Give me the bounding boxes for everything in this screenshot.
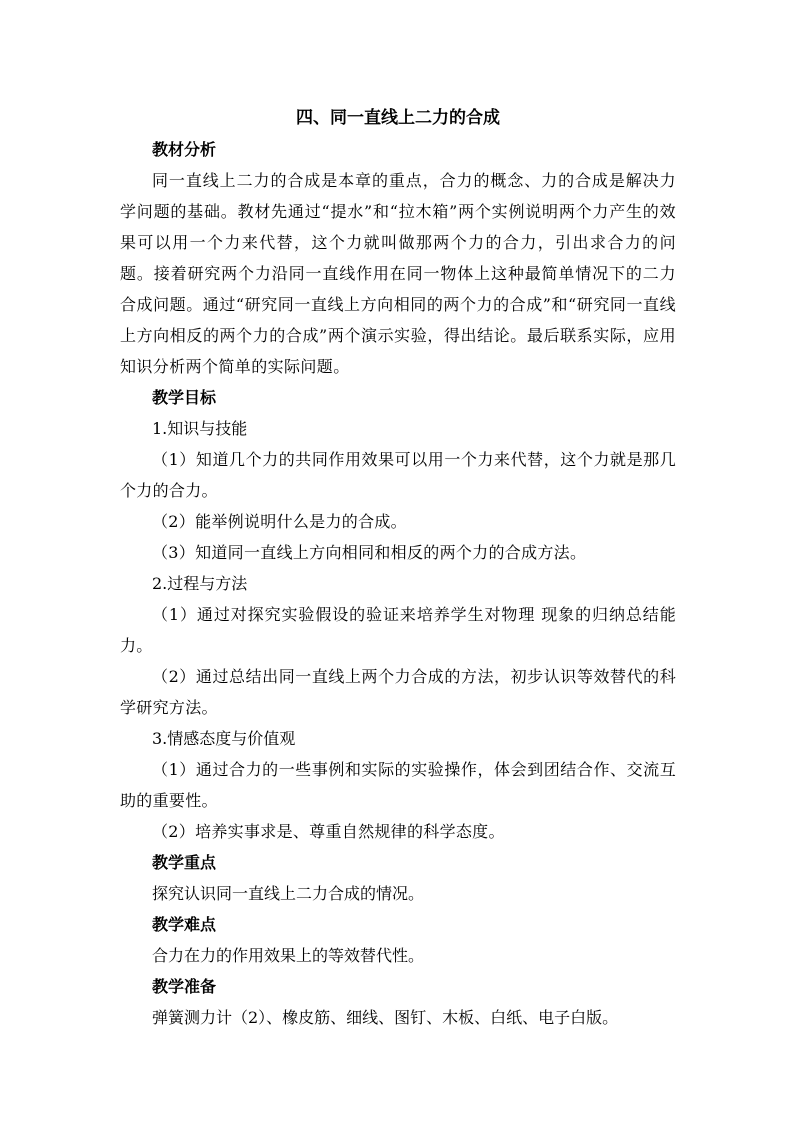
goals-process-item: （1）通过对探究实验假设的验证来培养学生对物理 现象的归纳总结能力。 xyxy=(120,605,676,655)
section-heading-difficulty: 教学难点 xyxy=(152,915,217,934)
document-title: 四、同一直线上二力的合成 xyxy=(296,108,500,128)
goals-attitude-item: （2）培养实事求是、尊重自然规律的科学态度。 xyxy=(152,822,505,841)
section-heading-key-point: 教学重点 xyxy=(152,853,217,872)
goals-attitude-label: 3.情感态度与价值观 xyxy=(152,729,296,748)
section-heading-goals: 教学目标 xyxy=(152,388,217,407)
goals-knowledge-label: 1.知识与技能 xyxy=(152,419,248,438)
goals-knowledge-item: （1）知道几个力的共同作用效果可以用一个力来代替，这个力就是那几个力的合力。 xyxy=(120,450,676,500)
key-point-text: 探究认识同一直线上二力合成的情况。 xyxy=(152,884,425,903)
goals-process-label: 2.过程与方法 xyxy=(152,574,248,593)
goals-process-item: （2）通过总结出同一直线上两个力合成的方法，初步认识等效替代的科学研究方法。 xyxy=(120,667,676,717)
analysis-paragraph: 同一直线上二力的合成是本章的重点，合力的概念、力的合成是解决力学问题的基础。教材先通过“提水”和“拉木箱”两个实例说明两个力产生的效果可以用一个力来代替，这个力就叫做那两个力的合力，引出求合力的问题。接着研究两个力沿同一直线作用在同一物体上这种最简单情况下的二力合成问题。通过“研究同一直线上方向相同的两个力的合成”和“研究同一直线上方向相反的两个力的合成”两个演示实验，得出结论。最后联系实际，应用知识分析两个简单的实际问题。 xyxy=(120,171,676,376)
goals-knowledge-item: （3）知道同一直线上方向相同和相反的两个力的合成方法。 xyxy=(152,543,587,562)
document-body xyxy=(120,104,676,1033)
section-heading-analysis: 教材分析 xyxy=(152,140,217,159)
goals-attitude-item: （1）通过合力的一些事例和实际的实验操作，体会到团结合作、交流互助的重要性。 xyxy=(120,760,676,810)
goals-knowledge-item: （2）能举例说明什么是力的合成。 xyxy=(152,512,407,531)
preparation-text: 弹簧测力计（2）、橡皮筋、细线、图钉、木板、白纸、电子白版。 xyxy=(152,1008,619,1027)
difficulty-text: 合力在力的作用效果上的等效替代性。 xyxy=(152,946,425,965)
section-heading-preparation: 教学准备 xyxy=(152,977,217,996)
